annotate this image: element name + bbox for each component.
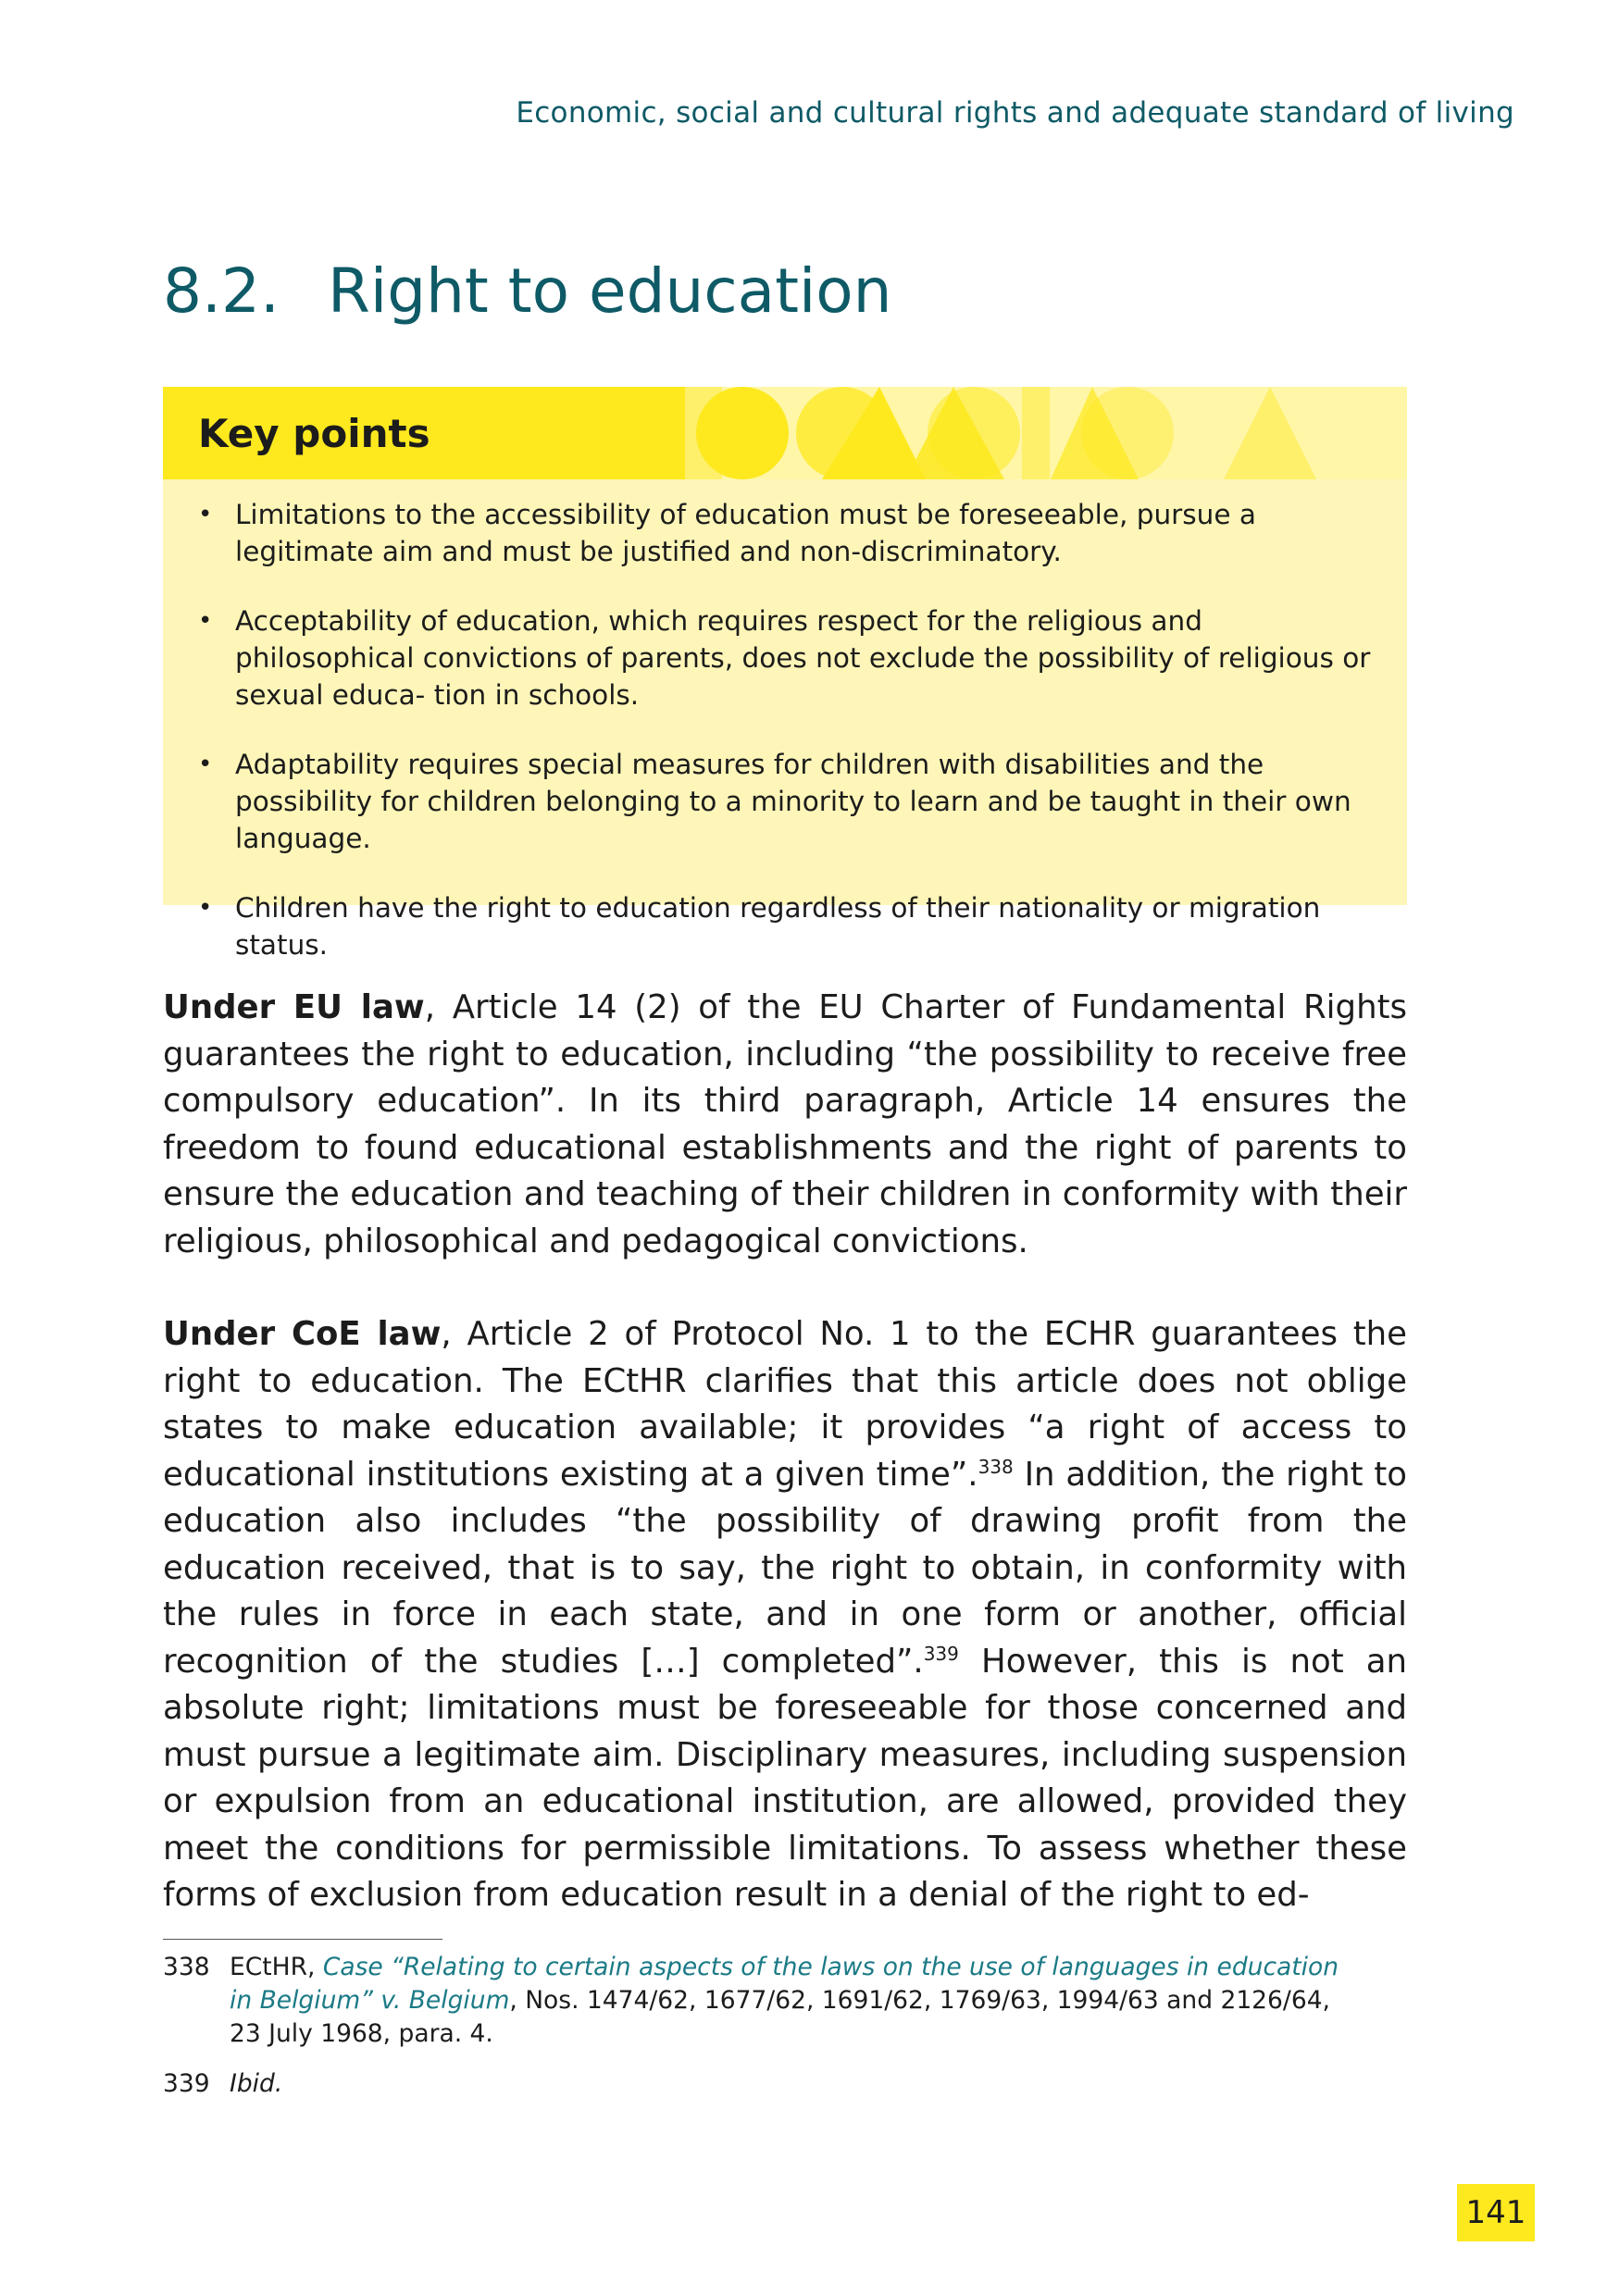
paragraph-eu-law	[163, 985, 1407, 1265]
key-point-text: Adaptability requires special measures for children with disabilities and the possibility for children belonging to a minority to learn and be taught in their own language.	[235, 749, 1351, 854]
decor-triangle	[1224, 387, 1316, 479]
key-point-text: Limitations to the accessibility of education must be foreseeable, pursue a legitimate aim and must be justified and non-discriminatory.	[235, 499, 1256, 567]
key-points-box	[163, 387, 1407, 961]
footnote-338	[163, 1951, 1366, 2051]
decor-square	[685, 387, 722, 479]
key-points-header	[163, 387, 1407, 479]
footnote-339	[163, 2067, 1366, 2101]
case-link[interactable]: Case “Relating to certain aspects of the laws on the use of languages in education in Belgium” v. Belgium	[230, 1953, 1339, 2015]
paragraph-text: , Article 2 of Protocol No. 1 to the ECHR guarantees the right to education. The ECtHR clarifies that this article does not oblige states to make education available; it provides “a right of access to educational institutions existing at a given time”.	[163, 1315, 1407, 1494]
footnote-suffix: , Nos. 1474/62, 1677/62, 1691/62, 1769/63, 1994/63 and 2126/64, 23 July 1968, para. 4.	[230, 1986, 1330, 2048]
key-point-item	[196, 602, 1379, 714]
key-points-list	[196, 496, 1379, 996]
paragraph-text: , Article 14 (2) of the EU Charter of Fundamental Rights guarantees the right to education, including “the possibility to receive free compulsory education”. In its third paragraph, Article 14 ensures the freedom to found educational establishments and the right of parents to ensure the education and teaching of their children in conformity with their religious, philosophical and pedagogical convictions.	[163, 988, 1407, 1260]
decor-circle	[928, 387, 1020, 479]
bullet: •	[198, 894, 213, 922]
running-header: Economic, social and cultural rights and adequate standard of living	[516, 96, 1514, 130]
footnote-body	[163, 1951, 1366, 2051]
key-point-item	[196, 746, 1379, 857]
decor-circle	[1081, 387, 1174, 479]
section-title: Right to education	[328, 255, 892, 327]
key-point-item	[196, 496, 1379, 570]
section-heading	[163, 255, 892, 327]
decorative-shapes	[685, 387, 1407, 479]
paragraph-text: However, this is not an absolute right; limitations must be foreseeable for those concerned and must pursue a legitimate aim. Disciplinary measures, including suspension or expulsion from an educational institution, are allowed, provided they meet the conditions for permissible limitations. To assess whether these forms of exclusion from education result in a denial of the right to ed-	[163, 1642, 1407, 1914]
footnote-number: 339	[163, 2069, 210, 2098]
bullet: •	[198, 501, 213, 528]
paragraph-lead: Under EU law	[163, 988, 425, 1026]
bullet: •	[198, 607, 213, 635]
footnote-ref-339[interactable]: 339	[923, 1642, 959, 1665]
section-number: 8.2.	[163, 255, 280, 327]
footnote-number: 338	[163, 1953, 210, 1981]
footnote-body: Ibid.	[230, 2069, 283, 2098]
key-point-text: Children have the right to education regardless of their nationality or migration status.	[235, 892, 1321, 961]
paragraph-coe-law	[163, 1311, 1407, 1919]
footnote-prefix: ECtHR,	[230, 1953, 323, 1981]
paragraph-text: In addition, the right to education also includes “the possibility of drawing profit from the education received, that is to say, the right to obtain, in conformity with the rules in force in each state, and in one form or another, official recognition of the studies […] completed”.	[163, 1455, 1408, 1681]
decor-square	[1022, 387, 1050, 479]
key-point-text: Acceptability of education, which requires respect for the religious and philosophical convictions of parents, does not exclude the possibility of religious or sexual educa- tion in schools.	[235, 605, 1371, 711]
footnote-ref-338[interactable]: 338	[978, 1455, 1014, 1478]
key-point-item	[196, 889, 1379, 963]
key-points-title: Key points	[198, 411, 430, 456]
page-number: 141	[1457, 2184, 1535, 2241]
paragraph-lead: Under CoE law	[163, 1315, 442, 1353]
bullet: •	[198, 751, 213, 778]
footnote-divider	[163, 1939, 442, 1940]
